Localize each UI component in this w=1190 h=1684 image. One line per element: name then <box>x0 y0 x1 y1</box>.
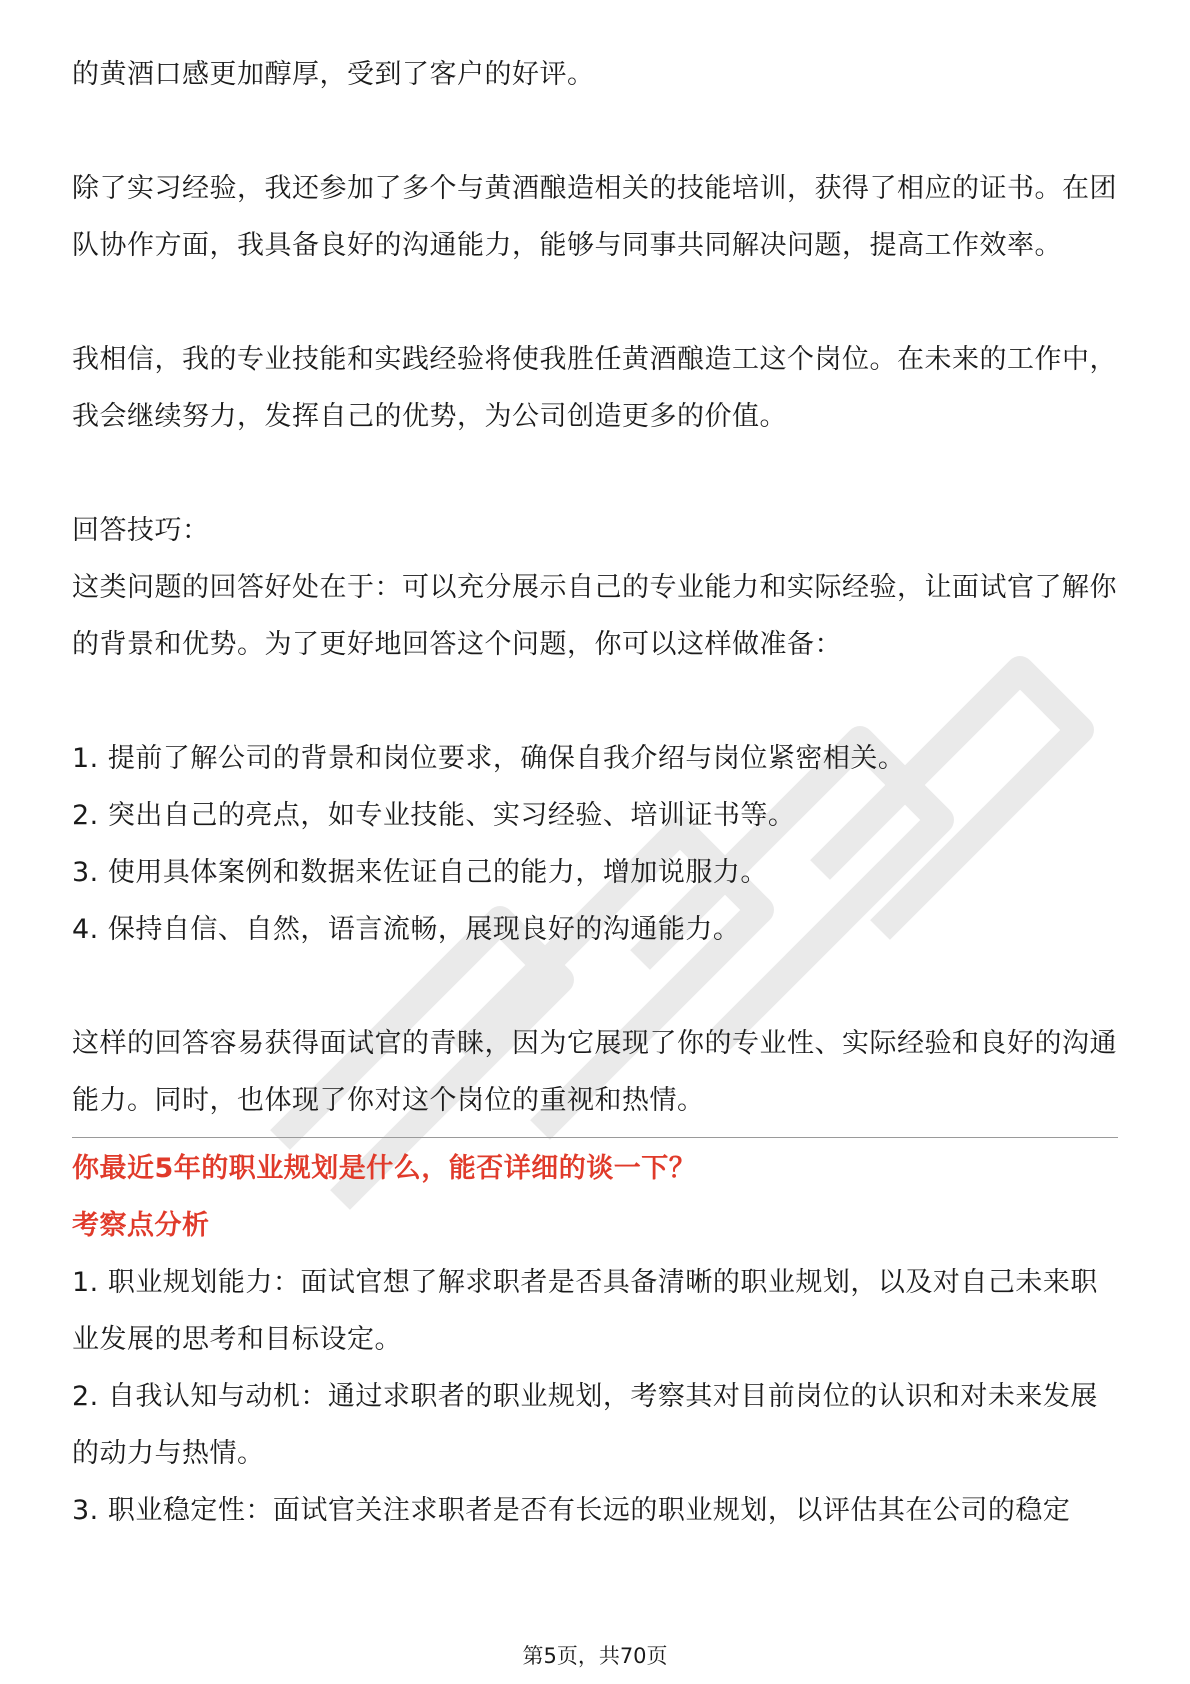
spacer <box>72 445 1118 502</box>
spacer <box>72 958 1118 1015</box>
paragraph: 我相信，我的专业技能和实践经验将使我胜任黄酒酿造工这个岗位。在未来的工作中，我会继续努力，发挥自己的优势，为公司创造更多的价值。 <box>72 344 1117 432</box>
list-item: 1. 提前了解公司的背景和岗位要求，确保自我介绍与岗位紧密相关。 <box>72 743 906 774</box>
list-item: 3. 职业稳定性：面试官关注求职者是否有长远的职业规划，以评估其在公司的稳定 <box>72 1495 1071 1526</box>
list-item: 4. 保持自信、自然，语言流畅，展现良好的沟通能力。 <box>72 914 741 945</box>
list-item: 3. 使用具体案例和数据来佐证自己的能力，增加说服力。 <box>72 857 768 888</box>
list-item: 2. 自我认知与动机：通过求职者的职业规划，考察其对目前岗位的认识和对未来发展的动力与热情。 <box>72 1381 1098 1469</box>
page-number: 第5页，共70页 <box>522 1644 668 1668</box>
document-body <box>72 46 1118 1539</box>
spacer <box>72 103 1118 160</box>
question-heading: 你最近5年的职业规划是什么，能否详细的谈一下？ <box>72 1153 697 1184</box>
section-divider <box>72 1137 1118 1138</box>
spacer <box>72 673 1118 730</box>
paragraph: 除了实习经验，我还参加了多个与黄酒酿造相关的技能培训，获得了相应的证书。在团队协作方面，我具备良好的沟通能力，能够与同事共同解决问题，提高工作效率。 <box>72 173 1117 261</box>
list-item: 1. 职业规划能力：面试官想了解求职者是否具备清晰的职业规划，以及对自己未来职业发展的思考和目标设定。 <box>72 1267 1098 1355</box>
spacer <box>72 274 1118 331</box>
tips-heading: 回答技巧： <box>72 515 210 546</box>
paragraph: 的黄酒口感更加醇厚，受到了客户的好评。 <box>72 59 595 90</box>
list-item: 2. 突出自己的亮点，如专业技能、实习经验、培训证书等。 <box>72 800 796 831</box>
tips-conclusion: 这样的回答容易获得面试官的青睐，因为它展现了你的专业性、实际经验和良好的沟通能力。同时，也体现了你对这个岗位的重视和热情。 <box>72 1028 1117 1116</box>
tips-intro: 这类问题的回答好处在于：可以充分展示自己的专业能力和实际经验，让面试官了解你的背景和优势。为了更好地回答这个问题，你可以这样做准备： <box>72 572 1117 660</box>
analysis-heading: 考察点分析 <box>72 1210 210 1241</box>
